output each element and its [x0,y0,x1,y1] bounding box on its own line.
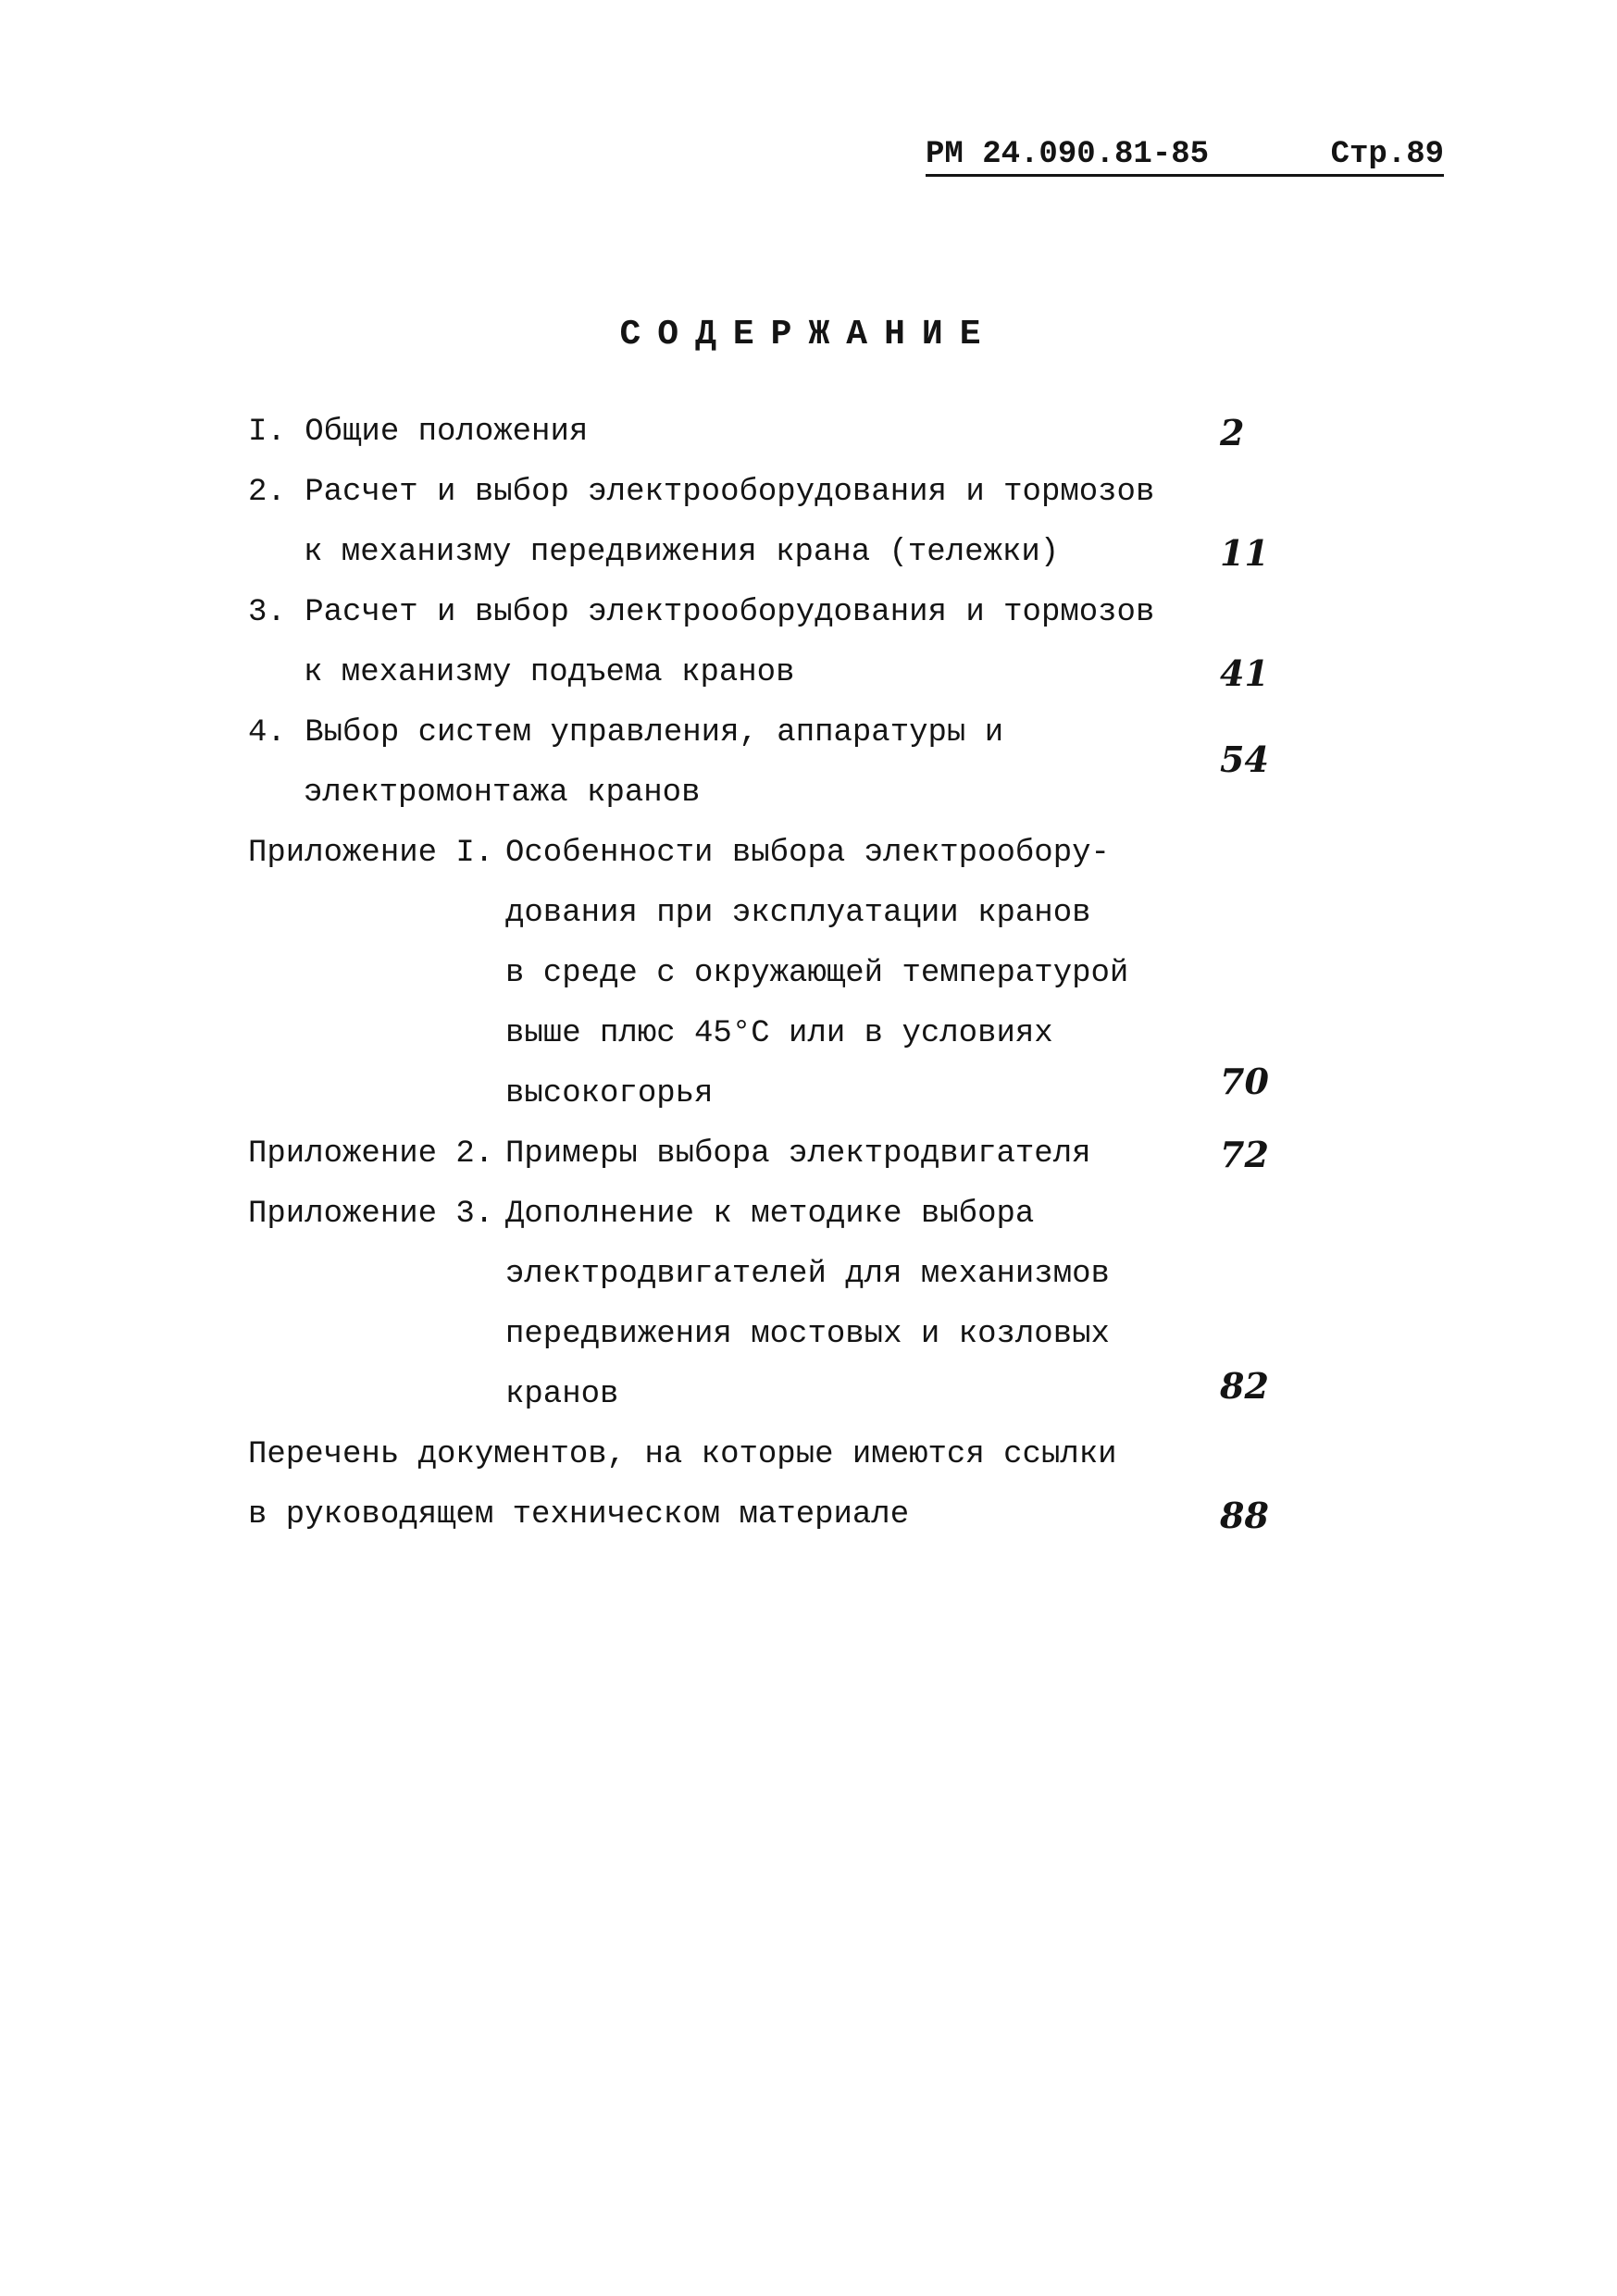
toc-page-number: 54 [1220,738,1269,780]
toc-item-text: Перечень документов, на которые имеются ссылки [248,1437,1117,1472]
toc-item-text: 3. Расчет и выбор электрооборудования и тормозов [248,595,1155,630]
toc-item-text: дования при эксплуатации кранов [505,896,1091,931]
toc-item-control-systems [248,703,1285,824]
toc-item-text: 2. Расчет и выбор электрооборудования и тормозов [248,475,1155,510]
page-header [926,137,1444,177]
toc-item-hoist-mechanism [248,583,1285,703]
appendix-label: Приложение 2. [248,1136,494,1172]
toc-item-text: Особенности выбора электрообору- [505,836,1110,871]
table-of-contents [248,403,1285,1545]
toc-page-number: 11 [1220,532,1269,574]
toc-item-text: в среде с окружающей температурой [505,956,1129,991]
toc-item-text: передвижения мостовых и козловых [505,1317,1110,1352]
toc-appendix-1 [248,824,1285,1124]
toc-item-text: I. Общие положения [248,415,589,450]
toc-references [248,1425,1285,1545]
toc-page-number: 70 [1220,1061,1269,1102]
toc-page-number: 82 [1220,1365,1269,1407]
toc-item-text: Примеры выбора электродвигателя [505,1136,1091,1172]
toc-item-text: электромонтажа кранов [304,776,701,811]
toc-page-number: 41 [1220,652,1269,694]
toc-page-number: 2 [1220,412,1245,453]
toc-item-text: электродвигателей для механизмов [505,1257,1110,1292]
toc-item-travel-mechanism [248,463,1285,583]
appendix-label: Приложение 3. [248,1197,494,1232]
toc-item-text: кранов [505,1377,619,1412]
toc-appendix-2 [248,1124,1285,1185]
toc-item-text: Дополнение к методике выбора [505,1197,1035,1232]
toc-page-number: 72 [1220,1134,1269,1175]
toc-item-text: высокогорья [505,1076,714,1111]
appendix-label: Приложение I. [248,836,494,871]
toc-item-text: к механизму подъема кранов [304,655,795,690]
toc-item-text: 4. Выбор систем управления, аппаратуры и [248,715,1004,751]
toc-appendix-3 [248,1185,1285,1425]
toc-item-general [248,403,1285,463]
toc-item-text: к механизму передвижения крана (тележки) [304,535,1060,570]
page-number: Стр.89 [1330,137,1444,172]
toc-page-number: 88 [1220,1495,1269,1536]
document-code: РМ 24.090.81-85 [926,137,1210,172]
toc-item-text: в руководящем техническом материале [248,1497,910,1533]
toc-item-text: выше плюс 45°С или в условиях [505,1016,1053,1051]
page-title: СОДЕРЖАНИЕ [619,315,998,354]
